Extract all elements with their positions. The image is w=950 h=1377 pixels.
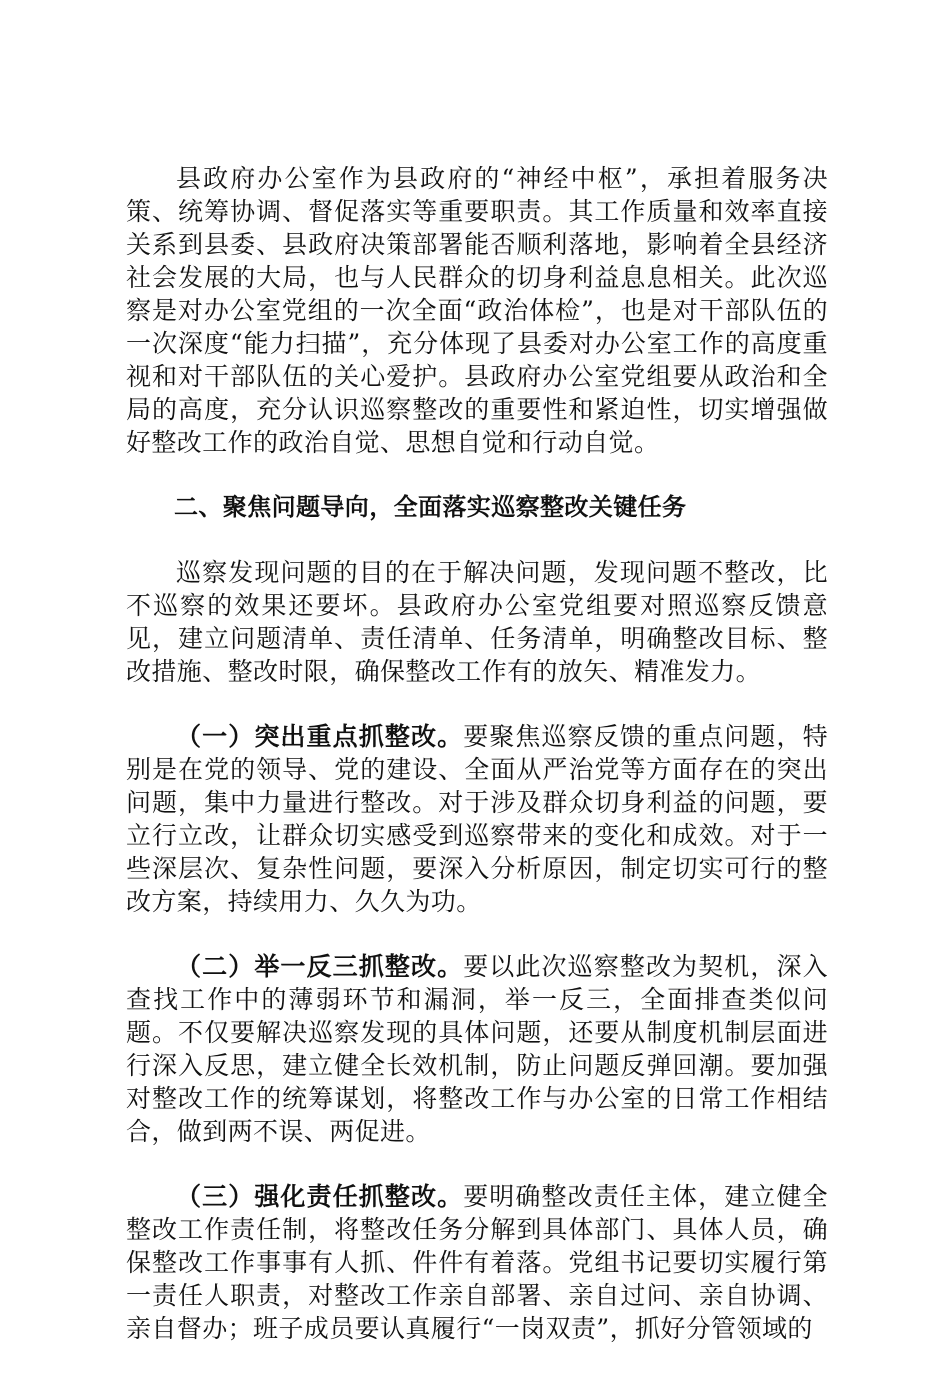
item-lead-2: （二）举一反三抓整改。 — [176, 952, 464, 981]
item-paragraph-3 — [126, 1180, 828, 1345]
section-intro-paragraph: 巡察发现问题的目的在于解决问题，发现问题不整改，比不巡察的效果还要坏。县政府办公室党组要对照巡察反馈意见，建立问题清单、责任清单、任务清单，明确整改目标、整改措施、整改时限，确保整改工作有的放矢、精准发力。 — [126, 558, 828, 686]
item-lead-3: （三）强化责任抓整改。 — [176, 1182, 464, 1211]
item-paragraph-1 — [126, 720, 828, 918]
item-lead-1: （一）突出重点抓整改。 — [176, 722, 464, 751]
item-text-1: 要聚焦巡察反馈的重点问题，特别是在党的领导、党的建设、全面从严治党等方面存在的突出问题，集中力量进行整改。对于涉及群众切身利益的问题，要立行立改，让群众切实感受到巡察带来的变化和成效。对于一些深层次、复杂性问题，要深入分析原因，制定切实可行的整改方案，持续用力、久久为功。 — [126, 722, 828, 916]
document-page — [126, 162, 828, 1377]
item-text-3: 要明确整改责任主体，建立健全整改工作责任制，将整改任务分解到具体部门、具体人员，确保整改工作事事有人抓、件件有着落。党组书记要切实履行第一责任人职责，对整改工作亲自部署、亲自过问、亲自协调、亲自督办；班子成员要认真履行“一岗双责”，抓好分管领域的 — [126, 1182, 828, 1343]
intro-paragraph: 县政府办公室作为县政府的“神经中枢”，承担着服务决策、统筹协调、督促落实等重要职责。其工作质量和效率直接关系到县委、县政府决策部署能否顺利落地，影响着全县经济社会发展的大局，也与人民群众的切身利益息息相关。此次巡察是对办公室党组的一次全面“政治体检”，也是对干部队伍的一次深度“能力扫描”，充分体现了县委对办公室工作的高度重视和对干部队伍的关心爱护。县政府办公室党组要从政治和全局的高度，充分认识巡察整改的重要性和紧迫性，切实增强做好整改工作的政治自觉、思想自觉和行动自觉。 — [126, 164, 828, 457]
section-heading: 二、聚焦问题导向，全面落实巡察整改关键任务 — [174, 493, 687, 521]
item-text-2: 要以此次巡察整改为契机，深入查找工作中的薄弱环节和漏洞，举一反三，全面排查类似问题。不仅要解决巡察发现的具体问题，还要从制度机制层面进行深入反思，建立健全长效机制，防止问题反弹回潮。要加强对整改工作的统筹谋划，将整改工作与办公室的日常工作相结合，做到两不误、两促进。 — [126, 952, 828, 1146]
item-paragraph-2 — [126, 950, 828, 1148]
